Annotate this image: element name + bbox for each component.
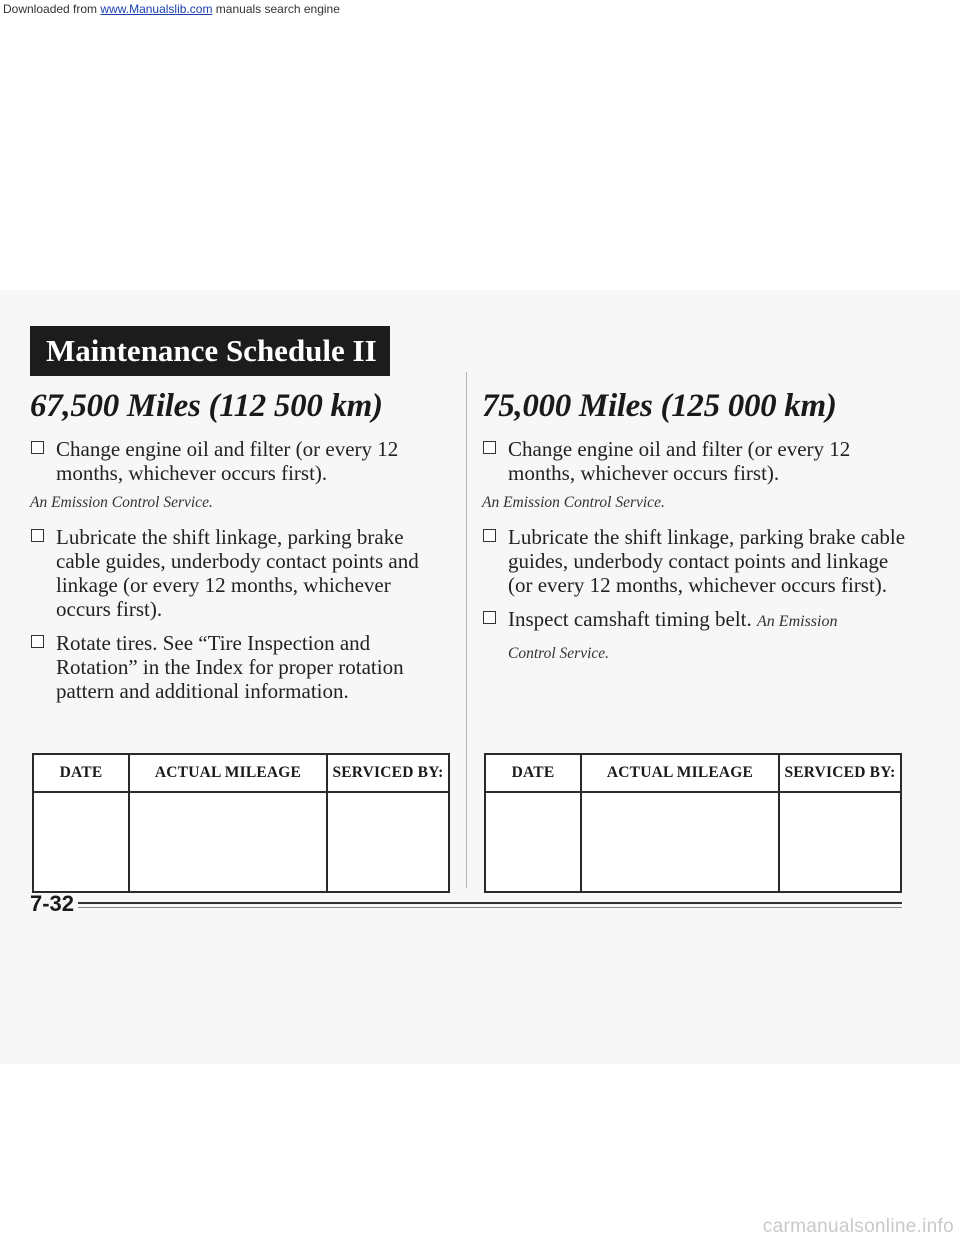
checkbox-icon[interactable] [483,529,496,542]
checkbox-icon[interactable] [31,529,44,542]
item-text: Rotate tires. See “Tire Inspection and Rotation” in the Index for proper rotation pattern and additional information. [56,631,404,703]
page-number: 7-32 [30,891,75,916]
date-column-header: DATE [485,754,581,792]
left-column [30,388,450,713]
serviced-by-column-header: SERVICED BY: [327,754,449,792]
watermark-suffix: manuals search engine [215,2,340,16]
mileage-cell[interactable] [581,792,779,892]
emission-note: An Emission Control Service. [482,494,665,511]
item-text: Change engine oil and filter (or every 12 months, whichever occurs first). [508,437,851,485]
watermark-prefix: Downloaded from [3,2,98,16]
serviced-by-column-header: SERVICED BY: [779,754,901,792]
mileage-column-header: ACTUAL MILEAGE [129,754,327,792]
footer-rule-thin [78,907,902,908]
footer-rule [78,902,902,904]
date-cell[interactable] [33,792,129,892]
checkbox-icon[interactable] [483,441,496,454]
watermark-link[interactable]: www.Manualslib.com [100,2,213,16]
emission-note: An Emission Control Service. [30,494,213,511]
date-cell[interactable] [485,792,581,892]
site-watermark: carmanualsonline.info [762,1216,954,1237]
mileage-cell[interactable] [129,792,327,892]
item-text: Lubricate the shift linkage, parking brake cable guides, underbody contact points and linkage (or every 12 months, whichever occurs first). [508,525,906,597]
date-column-header: DATE [33,754,129,792]
left-checklist-item-3 [30,631,450,703]
left-checklist-item-1 [30,437,450,515]
column-divider [466,372,467,888]
right-checklist-item-2 [482,525,912,597]
left-heading: 67,500 Miles (112 500 km) [30,388,383,424]
left-checklist-item-2 [30,525,450,621]
emission-note: An Emission [757,613,838,630]
item-text: Change engine oil and filter (or every 12 months, whichever occurs first). [56,437,399,485]
serviced-by-cell[interactable] [779,792,901,892]
item-text: Inspect camshaft timing belt. [508,607,752,631]
right-heading: 75,000 Miles (125 000 km) [482,388,837,424]
item-text: Lubricate the shift linkage, parking brake cable guides, underbody contact points and linkage (or every 12 months, whichever occurs first). [56,525,419,621]
service-log-table-right [484,753,902,893]
checkbox-icon[interactable] [31,635,44,648]
mileage-column-header: ACTUAL MILEAGE [581,754,779,792]
serviced-by-cell[interactable] [327,792,449,892]
right-checklist-item-1 [482,437,912,515]
right-checklist-item-3 [482,607,912,666]
emission-note-continued: Control Service. [508,645,610,662]
section-banner: Maintenance Schedule II [30,326,390,376]
checkbox-icon[interactable] [483,611,496,624]
checkbox-icon[interactable] [31,441,44,454]
right-column [482,388,912,676]
service-log-table-left [32,753,450,893]
download-watermark [3,2,340,16]
